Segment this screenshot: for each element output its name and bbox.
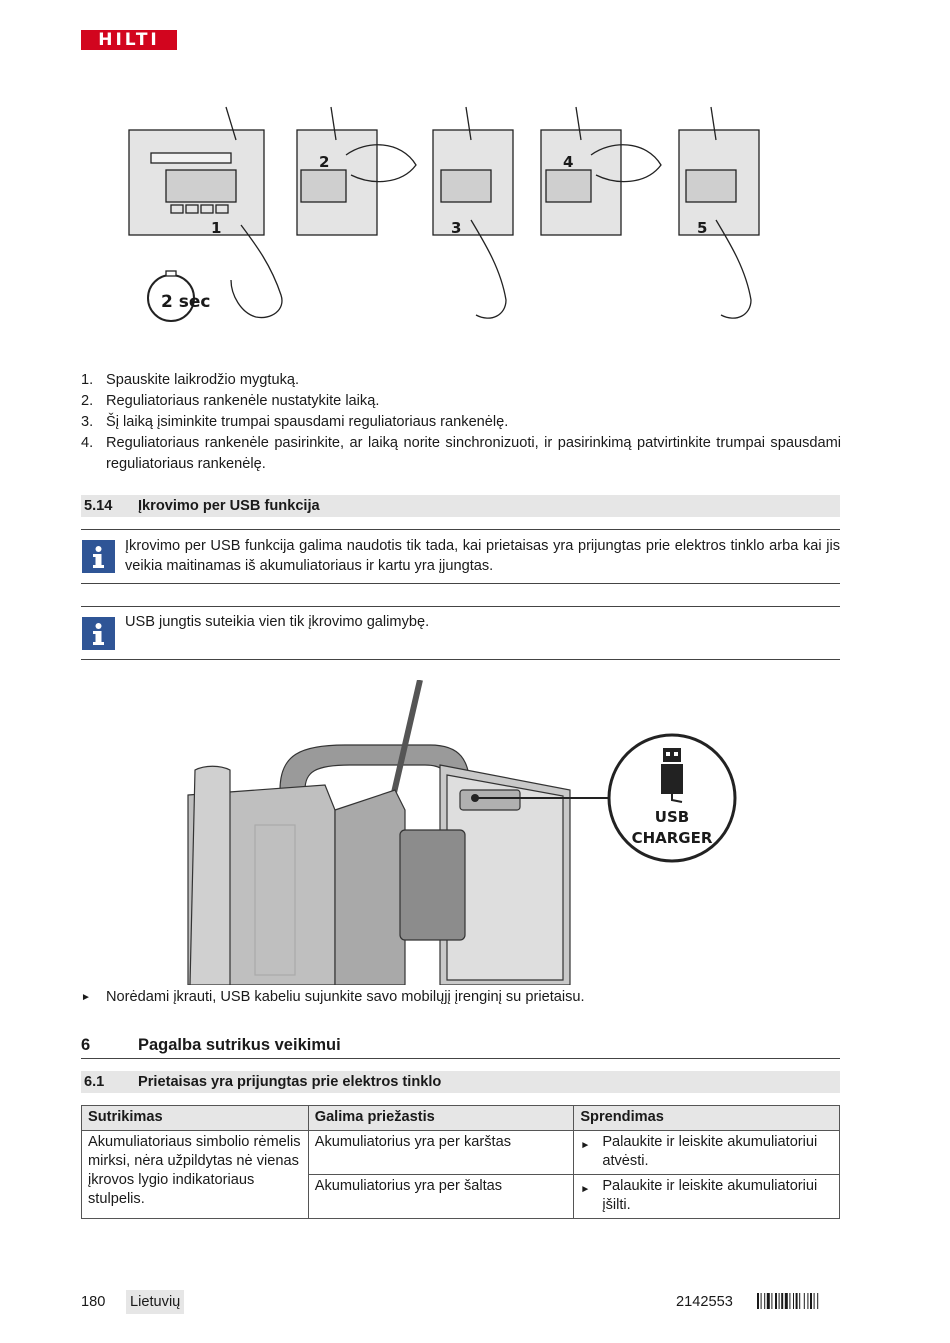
note-text: USB jungtis suteikia vien tik įkrovimo galimybę. [125, 614, 430, 630]
cause-cell: Akumuliatorius yra per karštas [308, 1131, 574, 1175]
section-heading-6-1: 6.1 Prietaisas yra prijungtas prie elektros tinklo [81, 1071, 840, 1093]
step-marker-4: 4 [563, 153, 574, 171]
cause-cell: Akumuliatorius yra per šaltas [308, 1175, 574, 1219]
section-heading-5-14: 5.14 Įkrovimo per USB funkcija [81, 495, 840, 517]
header-cause: Galima priežastis [308, 1106, 574, 1131]
list-item: 2. Reguliatoriaus rankenėle nustatykite laiką. [81, 393, 380, 409]
step-marker-2: 2 [319, 153, 330, 171]
step-marker-5: 5 [697, 219, 708, 237]
info-icon [82, 617, 115, 650]
table-row [82, 1131, 840, 1175]
info-note [81, 606, 840, 660]
remedy-cell: ► Palaukite ir leiskite akumuliatoriui atvėsti. [574, 1131, 840, 1175]
list-item: 3. Šį laiką įsiminkite trumpai spausdami reguliatoriaus rankenėlę. [81, 414, 509, 430]
usb-callout-line2: CHARGER [631, 829, 713, 847]
language-label: Lietuvių [126, 1290, 184, 1314]
barcode [757, 1293, 840, 1309]
hilti-logo: HILTI [81, 30, 177, 50]
list-item: 1. Spauskite laikrodžio mygtuką. [81, 372, 300, 388]
troubleshooting-table [81, 1105, 840, 1219]
step-marker-3: 3 [451, 219, 462, 237]
header-remedy: Sprendimas [574, 1106, 840, 1131]
clock-setting-illustration [81, 95, 841, 350]
chapter-heading-6: 6 Pagalba sutrikus veikimui [81, 1034, 840, 1059]
info-icon [82, 540, 115, 573]
usb-charger-illustration [185, 680, 745, 985]
usb-callout-line1: USB [654, 808, 690, 826]
steps-list [81, 370, 841, 475]
list-item: 4. Reguliatoriaus rankenėle pasirinkite, ar laiką norite sinchronizuoti, ir pasirinkimą patvirtinkite trumpai spausdami reguliatoriaus rankenėlę. [81, 435, 841, 472]
step-marker-1: 1 [211, 219, 222, 237]
info-note [81, 529, 840, 584]
note-text: Įkrovimo per USB funkcija galima naudotis tik tada, kai prietaisas yra prijungtas prie elektros tinklo arba kai jis veikia maitinamas iš akumuliatoriaus ir kartu yra įjungtas. [125, 538, 840, 574]
usb-instruction: ► Norėdami įkrauti, USB kabeliu sujunkite savo mobilųjį įrenginį su prietaisu. [81, 987, 585, 1008]
document-code: 2142553 [676, 1294, 733, 1310]
table-header-row [82, 1106, 840, 1131]
fault-cell: Akumuliatoriaus simbolio rėmelis mirksi, nėra užpildytas nė vienas įkrovos lygio indikatoriaus stulpelis. [82, 1131, 309, 1219]
page-number: 180 [81, 1294, 106, 1310]
bullet-marker: ► [81, 992, 91, 1003]
timer-label: 2 sec [161, 292, 211, 312]
remedy-cell: ► Palaukite ir leiskite akumuliatoriui įšilti. [574, 1175, 840, 1219]
header-fault: Sutrikimas [82, 1106, 309, 1131]
